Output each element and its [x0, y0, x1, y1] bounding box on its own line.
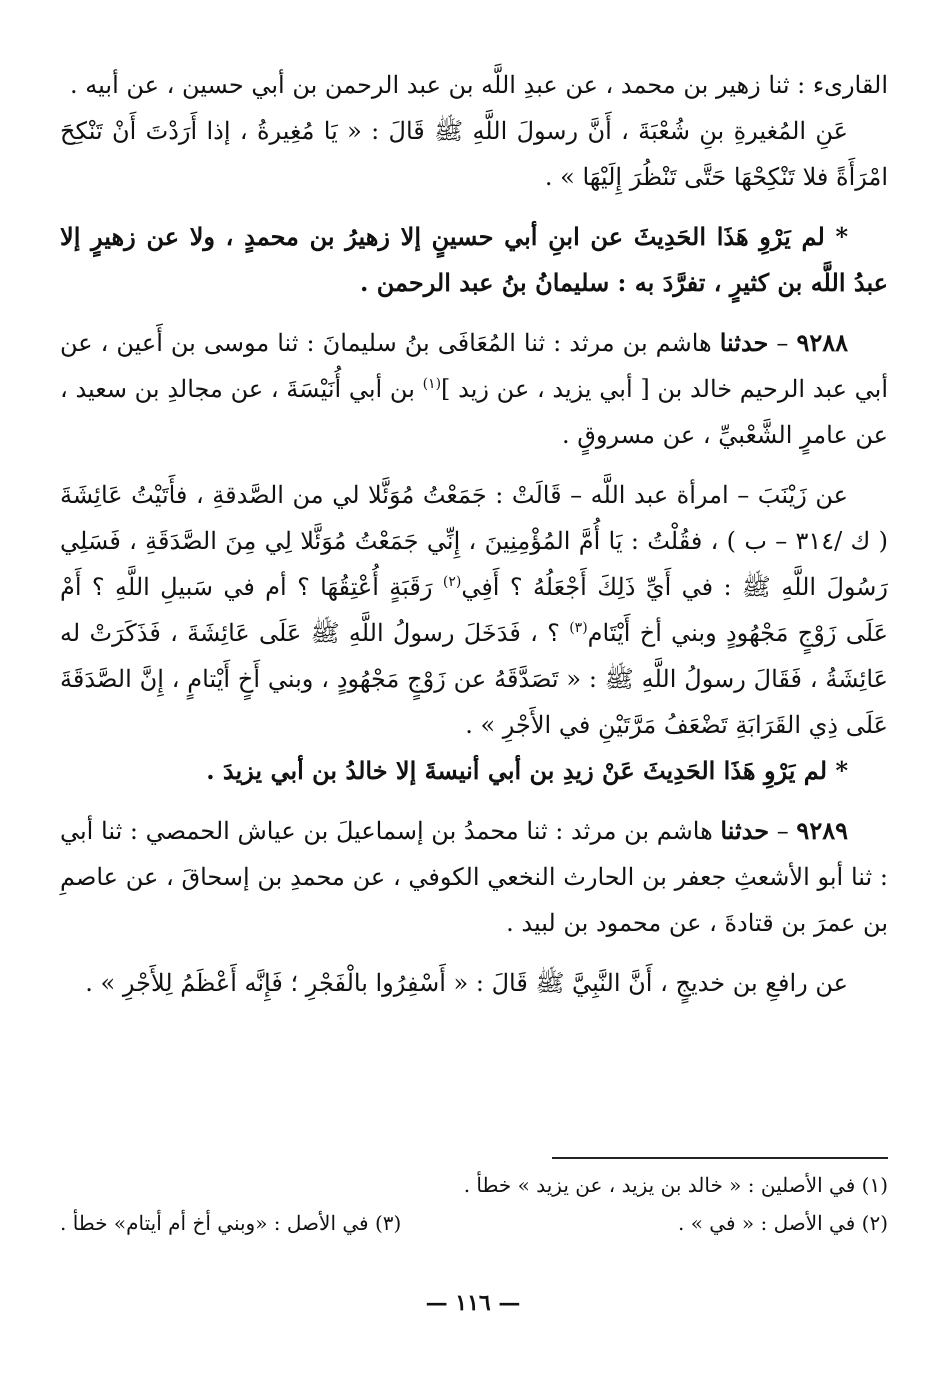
matn-text-end: ؟ ، فَدَخَلَ رسولُ اللَّهِ ﷺ عَلَى عَائِشَةَ ، فَذَكَرَتْ له عَائِشَةُ ، فَقَالَ رسولُ اللَّهِ ﷺ : « تَصَدَّقَهُ عن زَوْجٍ مَجْهُودٍ ، وبني أَخٍ أَيْتامٍ ، إِنَّ الصَّدَقَةَ عَلَى ذِي القَرَابَةِ تَضْعَفُ مَرَّتَيْنِ في الأَجْرِ » .	[60, 619, 888, 739]
page-number: — ١١٦ —	[425, 1290, 521, 1316]
hadith-keyword: حدثنا	[720, 816, 770, 845]
footnote-marker: (٣)	[569, 620, 588, 636]
page-body	[60, 62, 888, 1006]
matn-text-cont: رَقَبَةٍ أُعْتِقُهَا ؟ أم في سَبيلِ اللَّهِ ؟ أَمْ عَلَى زَوْجٍ مَجْهُودٍ وبني أخ أَيْتَام	[60, 573, 888, 647]
footnote-divider	[552, 1157, 888, 1159]
footnote-3: (٣) في الأصل : «وبني أخ أم أيتام» خطأ .	[60, 1211, 402, 1235]
paragraph-hadith-matn-1: عَنِ المُغيرةِ بنِ شُعْبَةَ ، أَنَّ رسولَ اللَّهِ ﷺ قَالَ : « يَا مُغِيرةُ ، إذا أَرَدْتَ أَنْ تَنْكِحَ امْرَأَةً فلا تَنْكِحْهَا حَتَّى تَنْظُرَ إِلَيْهَا » .	[60, 117, 888, 191]
footnote-row-2	[60, 1204, 888, 1242]
paragraph-hadith-9289: ٩٢٨٩ – حدثنا هاشم بن مرثد : ثنا محمدُ بن إسماعيلَ بن عياش الحمصي : ثنا أبي : ثنا أبو الأشعثِ جعفر بن الحارث النخعي الكوفي ، عن محمدِ بن إسحاقَ ، عن عاصمِ بن عمرَ بن قتادةَ ، عن محمود بن لبيد .	[60, 816, 888, 937]
hadith-text-cont: بن أبي أُنَيْسَةَ ، عن مجالدِ بن سعيد ، عن عامرٍ الشَّعْبيِّ ، عن مسروقٍ .	[60, 375, 888, 449]
paragraph-hadith-9288: ٩٢٨٨ – حدثنا هاشم بن مرثد : ثنا المُعَافَى بنُ سليمانَ : ثنا موسى بن أَعين ، عن أبي عبد الرحيم خالد بن [ أبي يزيد ، عن زيد ]$^{(١)}$ بن أبي أُنَيْسَةَ ، عن مجالدِ بن سعيد ، عن عامرٍ الشَّعْبيِّ ، عن مسروقٍ .	[60, 328, 888, 449]
hadith-text: هاشم بن مرثد : ثنا المُعَافَى بنُ سليمانَ : ثنا موسى بن أَعين ، عن أبي عبد الرحيم خالد بن [ أبي يزيد ، عن زيد ]	[60, 329, 888, 403]
hadith-text: هاشم بن مرثد : ثنا محمدُ بن إسماعيلَ بن عياش الحمصي : ثنا أبي : ثنا أبو الأشعثِ جعفر بن الحارث النخعي الكوفي ، عن محمدِ بن إسحاقَ ، عن عاصمِ بن عمرَ بن قتادةَ ، عن محمود بن لبيد .	[60, 817, 888, 937]
hadith-number: ٩٢٨٩	[796, 816, 848, 845]
paragraph-commentary-2: * لم يَرْوِ هَذَا الحَدِيثَ عَنْ زيدِ بن أبي أنيسةَ إلا خالدُ بن أبي يزيدَ .	[206, 756, 848, 785]
matn-text: عن زَيْنَبَ – امرأة عبد اللَّه – قَالَتْ : جَمَعْتُ مُوَئَّلا لي من الصَّدقةِ ، فأَتَيْتُ عَائِشَةَ ( ك /٣١٤ – ب ) ، فقُلْتُ : يَا أُمَّ المُؤْمِنِينَ ، إِنِّي جَمَعْتُ مُوَئَّلا لِي مِنَ الصَّدَقَةِ ، فَسَلِي رَسُولَ اللَّهِ ﷺ : في أَيِّ ذَلِكَ أَجْعَلُهُ ؟ أَفِي	[60, 481, 888, 601]
paragraph-isnad-continuation: القارىء : ثنا زهير بن محمد ، عن عبدِ اللَّه بن عبد الرحمن بن أبي حسين ، عن أبيه .	[70, 71, 888, 99]
footnote-2: (٢) في الأصل : « في » .	[678, 1211, 888, 1235]
footnote-marker: (١)	[422, 376, 442, 392]
paragraph-hadith-matn-3: عن رافعِ بن خديجٍ ، أَنَّ النَّبِيَّ ﷺ قَالَ : « أَسْفِرُوا بالْفَجْرِ ؛ فَإِنَّه أَعْظَمُ لِلأَجْرِ » .	[85, 969, 848, 997]
hadith-number: ٩٢٨٨	[796, 328, 848, 357]
footnote-marker: (٢)	[442, 574, 462, 590]
footnote-1: (١) في الأصلين : « خالد بن يزيد ، عن يزيد » خطأ .	[463, 1173, 888, 1197]
paragraph-hadith-matn-2	[60, 472, 888, 748]
hadith-keyword: حدثنا	[719, 328, 769, 357]
paragraph-commentary-1: * لم يَرْوِ هَذَا الحَدِيثَ عن ابنِ أبي حسينٍ إلا زهيرُ بن محمدٍ ، ولا عن زهيرٍ إلا عبدُ اللَّه بن كثيرٍ ، تفرَّدَ به : سليمانُ بنُ عبد الرحمن .	[60, 222, 888, 297]
footnotes	[60, 1166, 888, 1242]
